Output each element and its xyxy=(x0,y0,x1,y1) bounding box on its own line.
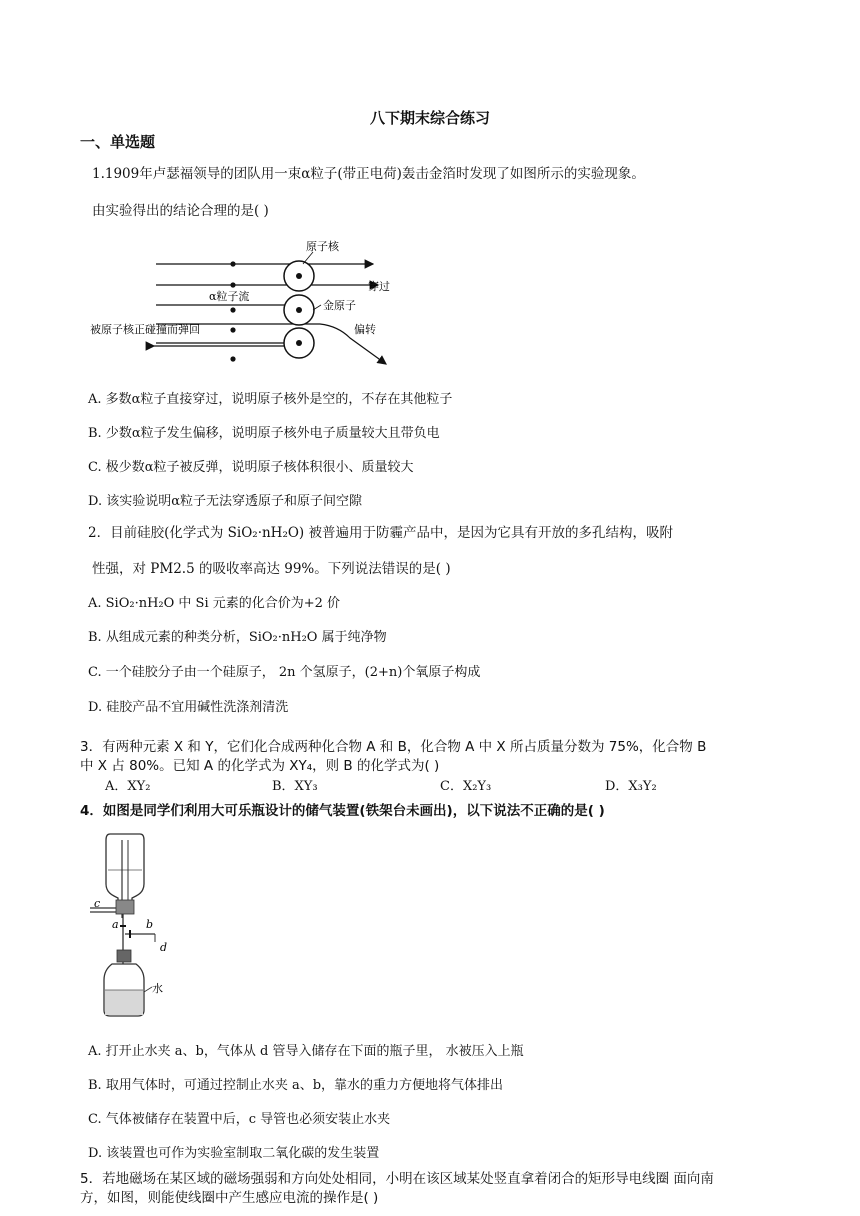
q1-option-d: D. 该实验说明α粒子无法穿透原子和原子间空隙 xyxy=(88,494,363,509)
label-b: b xyxy=(146,918,154,931)
q3-option-a: A．XY₂ xyxy=(105,779,151,794)
q4-option-a: A. 打开止水夹 a、b，气体从 d 管导入储存在下面的瓶子里， 水被压入上瓶 xyxy=(88,1044,524,1059)
label-nucleus: 原子核 xyxy=(306,240,339,253)
label-c: c xyxy=(94,897,101,910)
q2-option-c: C. 一个硅胶分子由一个硅原子， 2n 个氢原子，(2+n)个氧原子构成 xyxy=(88,665,481,680)
label-pass: 穿过 xyxy=(368,280,390,293)
q2-stem-line1: 2．目前硅胶(化学式为 SiO₂·nH₂O) 被普遍用于防霾产品中，是因为它具有开放的多孔结构，吸附 xyxy=(88,525,673,541)
section-heading: 一、单选题 xyxy=(80,133,156,151)
q3-stem-line2: 中 X 占 80%。已知 A 的化学式为 XY₄，则 B 的化学式为( ) xyxy=(80,758,440,774)
q3-option-c: C．X₂Y₃ xyxy=(440,779,492,794)
q2-option-a: A. SiO₂·nH₂O 中 Si 元素的化合价为+2 价 xyxy=(88,596,341,611)
q4-option-b: B. 取用气体时，可通过控制止水夹 a、b，靠水的重力方便地将气体排出 xyxy=(88,1078,504,1093)
label-d: d xyxy=(160,941,168,954)
label-gold-atom: 金原子 xyxy=(323,299,356,312)
q2-stem-line2: 性强，对 PM2.5 的吸收率高达 99%。下列说法错误的是( ) xyxy=(92,561,451,577)
q4-stem: 4．如图是同学们利用大可乐瓶设计的储气装置(铁架台未画出)，以下说法不正确的是( ) xyxy=(80,803,605,819)
q5-stem-line2: 方，如图，则能使线圈中产生感应电流的操作是( ) xyxy=(80,1190,379,1206)
rutherford-figure xyxy=(88,234,408,368)
q3-option-b: B．XY₃ xyxy=(272,779,318,794)
q1-option-a: A. 多数α粒子直接穿过，说明原子核外是空的，不存在其他粒子 xyxy=(88,392,453,407)
label-deflect: 偏转 xyxy=(354,323,376,336)
q1-option-c: C. 极少数α粒子被反弹，说明原子核体积很小、质量较大 xyxy=(88,460,414,475)
gas-storage-figure xyxy=(80,830,180,1020)
q1-stem-line2: 由实验得出的结论合理的是( ) xyxy=(92,203,269,219)
label-water: 水 xyxy=(152,982,163,995)
q1-option-b: B. 少数α粒子发生偏移，说明原子核外电子质量较大且带负电 xyxy=(88,426,440,441)
q4-option-d: D. 该装置也可作为实验室制取二氧化碳的发生装置 xyxy=(88,1146,380,1161)
label-bounce: 被原子核正碰撞而弹回 xyxy=(90,323,200,336)
label-alpha-stream: α粒子流 xyxy=(209,290,250,303)
q3-stem-line1: 3．有两种元素 X 和 Y，它们化合成两种化合物 A 和 B，化合物 A 中 X 所占质量分数为 75%，化合物 B xyxy=(80,739,707,755)
q3-option-d: D．X₃Y₂ xyxy=(605,779,657,794)
label-a: a xyxy=(112,918,119,931)
q2-option-d: D. 硅胶产品不宜用碱性洗涤剂清洗 xyxy=(88,700,289,715)
q1-stem-line1: 1.1909年卢瑟福领导的团队用一束α粒子(带正电荷)轰击金箔时发现了如图所示的实验现象。 xyxy=(92,166,645,182)
q2-option-b: B. 从组成元素的种类分析，SiO₂·nH₂O 属于纯净物 xyxy=(88,630,387,645)
q4-option-c: C. 气体被储存在装置中后，c 导管也必须安装止水夹 xyxy=(88,1112,391,1127)
page-title: 八下期末综合练习 xyxy=(369,109,490,127)
q5-stem-line1: 5．若地磁场在某区域的磁场强弱和方向处处相同，小明在该区域某处竖直拿着闭合的矩形导电线圈 面向南 xyxy=(80,1171,714,1187)
